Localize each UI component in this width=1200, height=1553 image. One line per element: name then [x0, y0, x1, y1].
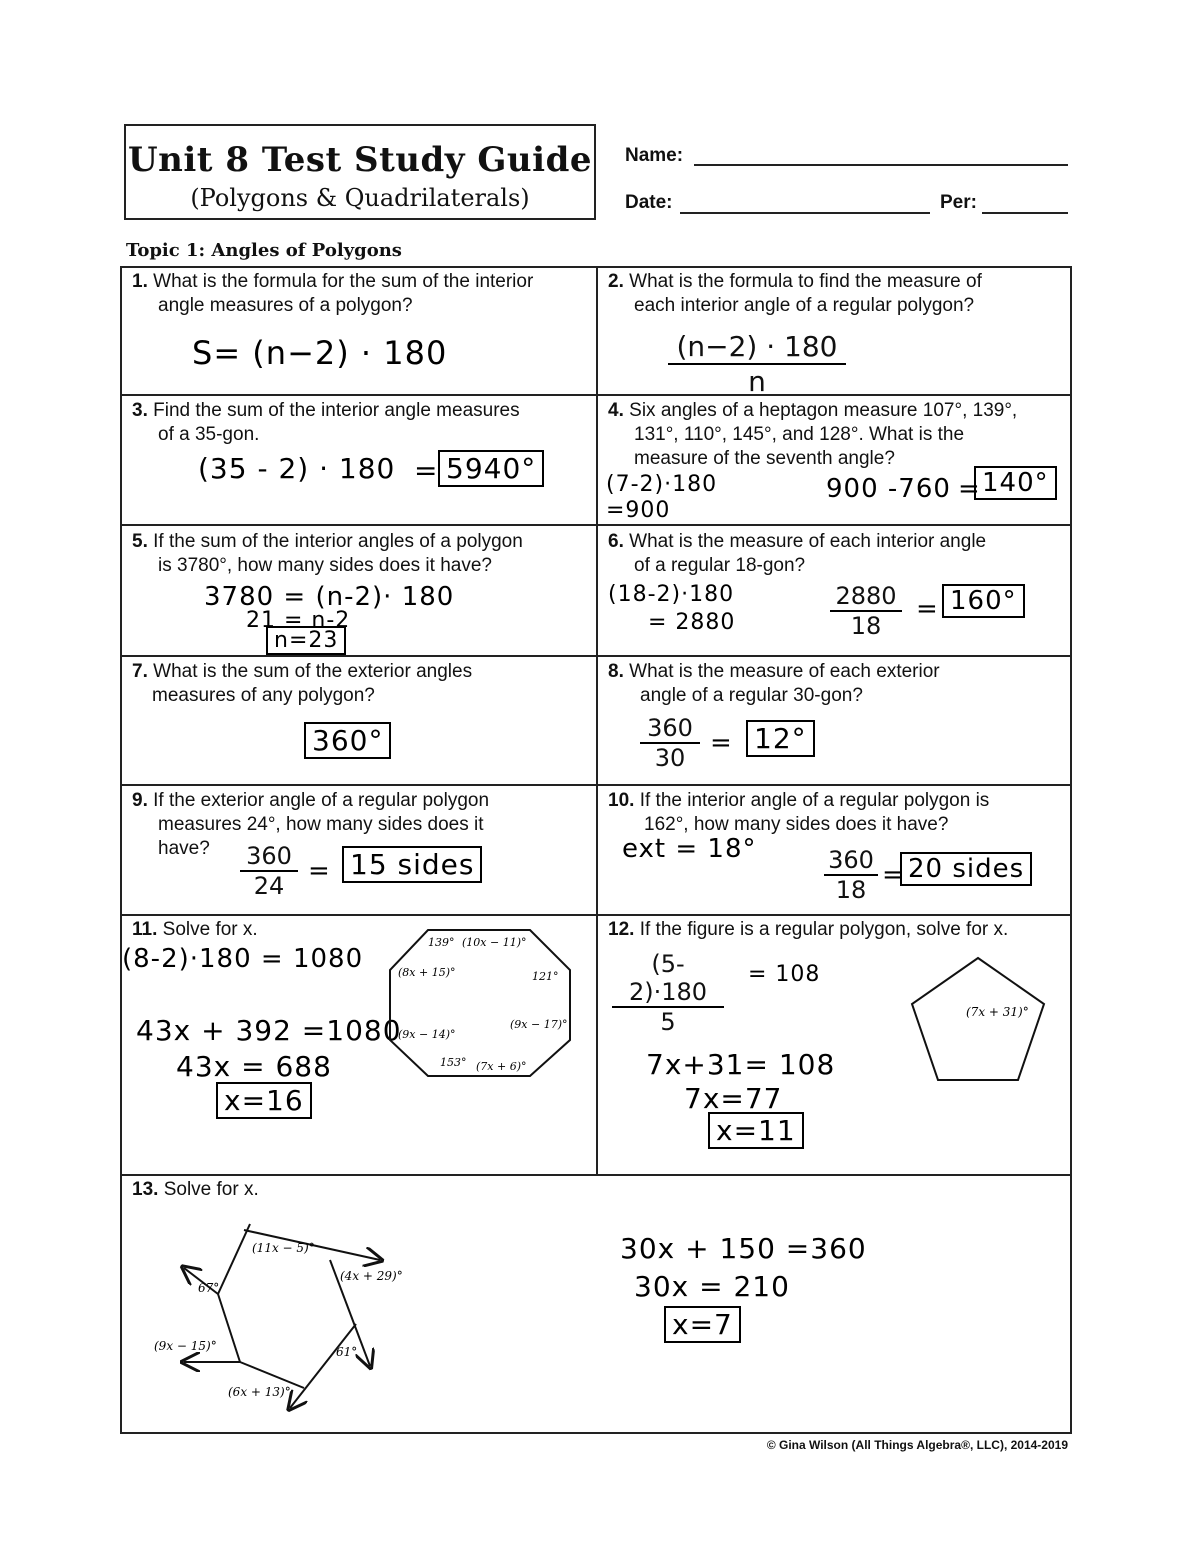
question-9: 9. If the exterior angle of a regular polygon measures 24°, how many sides does it have?: [132, 790, 490, 859]
question-3: 3. Find the sum of the interior angle measures of a 35-gon.: [132, 400, 520, 445]
answer-3: 5940°: [438, 450, 544, 487]
work-5a: 3780 = (n-2)· 180: [204, 582, 455, 612]
pentagon-shape: [912, 958, 1044, 1080]
question-2: 2. What is the formula to find the measure of each interior angle of a regular polygon?: [608, 271, 982, 316]
question-7: 7. What is the sum of the exterior angles measures of any polygon?: [132, 661, 473, 706]
per-field[interactable]: [982, 212, 1068, 214]
answer-12: x=11: [708, 1112, 804, 1149]
hexagon-side: [218, 1224, 250, 1294]
topic-heading: Topic 1: Angles of Polygons: [126, 240, 402, 261]
octagon-angle: 121°: [532, 970, 559, 983]
work-4a: (7-2)·180: [606, 472, 718, 497]
work-10a: ext = 18°: [622, 834, 757, 864]
copyright-footer: © Gina Wilson (All Things Algebra®, LLC), 2014-2019: [766, 1438, 1068, 1452]
hexagon-figure: [140, 1220, 440, 1420]
work-12-fraction: $\frac{(5-2)\cdot 180}{5}$: [612, 950, 724, 1036]
equals-4: =: [958, 474, 981, 504]
answer-4: 140°: [974, 466, 1057, 500]
name-label: Name:: [625, 145, 684, 166]
answer-9: 15 sides: [342, 846, 482, 883]
work-6b: = 2880: [648, 610, 736, 635]
answer-5: n=23: [266, 626, 346, 655]
name-field[interactable]: [694, 164, 1068, 166]
hexagon-side: [218, 1294, 240, 1362]
answer-1: S= (n−2) · 180: [192, 334, 448, 372]
title-box: [124, 124, 596, 220]
work-9-fraction: $\frac{360}{24}$: [240, 842, 298, 900]
work-6-fraction: $\frac{2880}{18}$: [830, 582, 902, 640]
answer-7: 360°: [304, 722, 391, 759]
octagon-angle: (8x + 15)°: [398, 966, 456, 979]
answer-6: 160°: [942, 584, 1025, 618]
octagon-angle: (9x − 17)°: [510, 1018, 568, 1031]
octagon-angle: (10x − 11)°: [462, 936, 527, 949]
hexagon-angle: (6x + 13)°: [228, 1385, 291, 1399]
work-4c: 900 -760: [826, 474, 951, 504]
equals-3: =: [414, 454, 439, 487]
work-3: (35 - 2) · 180: [198, 452, 396, 485]
hexagon-side: [290, 1324, 356, 1408]
question-12: 12. If the figure is a regular polygon, solve for x.: [608, 919, 1009, 940]
answer-2-fraction: $\frac{(n-2) \cdot 180}{n}$: [668, 330, 846, 398]
octagon-shape: [390, 930, 570, 1076]
row-divider: [120, 1174, 1072, 1176]
answer-10: 20 sides: [900, 852, 1032, 886]
page-subtitle: (Polygons & Quadrilaterals): [190, 184, 530, 212]
work-10-fraction: $\frac{360}{18}$: [824, 846, 878, 904]
answer-13: x=7: [664, 1306, 741, 1343]
page-title: Unit 8 Test Study Guide: [128, 140, 592, 180]
question-6: 6. What is the measure of each interior angle of a regular 18-gon?: [608, 531, 987, 576]
work-11c: 43x = 688: [176, 1050, 332, 1083]
work-5b: 21 = n-2: [246, 608, 351, 633]
octagon-angle: 139°: [428, 936, 455, 949]
hexagon-angle: 67°: [198, 1281, 220, 1295]
column-divider: [596, 266, 598, 1174]
question-1: 1. What is the formula for the sum of the interior angle measures of a polygon?: [132, 271, 534, 316]
work-11a: (8-2)·180 = 1080: [122, 944, 364, 974]
hexagon-angle: (4x + 29)°: [340, 1269, 403, 1283]
octagon-angle: (9x − 14)°: [398, 1028, 456, 1041]
hexagon-angle: (11x − 5)°: [252, 1241, 315, 1255]
question-11: 11. Solve for x.: [132, 919, 258, 940]
per-label: Per:: [940, 192, 977, 213]
work-6a: (18-2)·180: [608, 582, 735, 607]
question-4: 4. Six angles of a heptagon measure 107°, 139°, 131°, 110°, 145°, and 128°. What is the measure of the seventh angle?: [608, 400, 1018, 469]
work-12c: 7x=77: [684, 1082, 783, 1115]
work-13a: 30x + 150 =360: [620, 1232, 867, 1265]
question-13: 13. Solve for x.: [132, 1179, 259, 1200]
octagon-angle: (7x + 6)°: [476, 1060, 527, 1073]
pentagon-angle: (7x + 31)°: [966, 1005, 1029, 1019]
question-8: 8. What is the measure of each exterior angle of a regular 30-gon?: [608, 661, 940, 706]
octagon-angle: 153°: [440, 1056, 467, 1069]
work-11b: 43x + 392 =1080: [136, 1014, 402, 1047]
pentagon-figure: [904, 954, 1052, 1084]
answer-8: 12°: [746, 720, 815, 757]
hexagon-angle: 61°: [336, 1345, 358, 1359]
equals-10: =: [882, 860, 905, 890]
work-8-fraction: $\frac{360}{30}$: [640, 714, 700, 772]
hexagon-angle: (9x − 15)°: [154, 1339, 217, 1353]
octagon-figure: [384, 924, 580, 1084]
date-field[interactable]: [680, 212, 930, 214]
question-10: 10. If the interior angle of a regular polygon is 162°, how many sides does it have?: [608, 790, 990, 835]
date-label: Date:: [625, 192, 673, 213]
question-5: 5. If the sum of the interior angles of a polygon is 3780°, how many sides does it have?: [132, 531, 523, 576]
work-12a: = 108: [748, 962, 821, 987]
work-13b: 30x = 210: [634, 1270, 790, 1303]
work-12b: 7x+31= 108: [646, 1048, 836, 1081]
equals-8: =: [710, 728, 733, 758]
equals-9: =: [308, 856, 331, 886]
answer-11: x=16: [216, 1082, 312, 1119]
work-4b: =900: [606, 498, 671, 523]
equals-6: =: [916, 594, 939, 624]
